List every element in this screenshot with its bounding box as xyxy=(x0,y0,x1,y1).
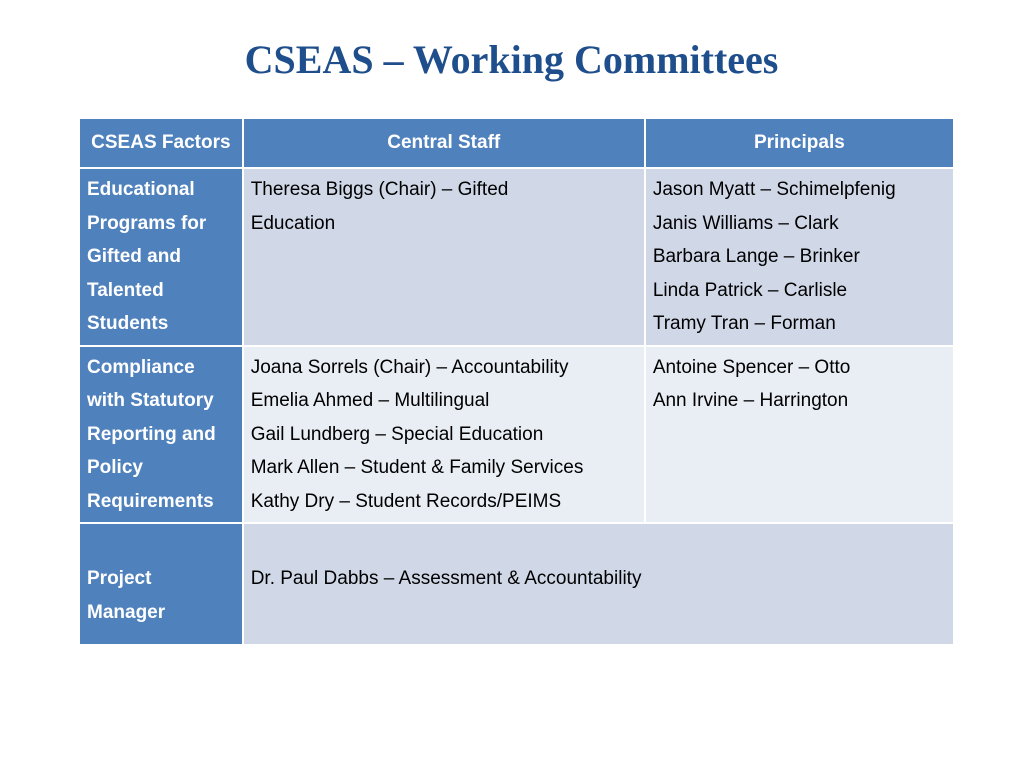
slide-title: CSEAS – Working Committees xyxy=(244,37,779,82)
staff-member: Theresa Biggs (Chair) – Gifted xyxy=(250,179,509,200)
factor-line: Educational xyxy=(87,179,195,200)
principals-cell xyxy=(645,168,954,346)
principal-entry: Jason Myatt – Schimelpfenig xyxy=(652,179,896,200)
header-cseas-factors: CSEAS Factors xyxy=(79,118,243,168)
principal-entry: Tramy Tran – Forman xyxy=(652,313,836,334)
principal-entry: Ann Irvine – Harrington xyxy=(652,390,849,411)
central-staff-cell xyxy=(243,346,645,524)
committees-table xyxy=(78,117,955,646)
factor-line: Talented xyxy=(87,279,164,301)
project-manager-name: Dr. Paul Dabbs – Assessment & Accountability xyxy=(250,568,642,589)
factor-line: Manager xyxy=(87,601,166,623)
factor-line: Gifted and xyxy=(87,246,181,267)
header-central-staff: Central Staff xyxy=(243,118,645,168)
principals-cell xyxy=(645,346,954,524)
factor-cell xyxy=(79,523,243,645)
staff-member: Gail Lundberg – Special Education xyxy=(250,423,544,445)
project-manager-cell xyxy=(243,523,954,645)
factor-line: Programs for xyxy=(87,212,207,234)
table-row xyxy=(79,168,954,346)
factor-line: Students xyxy=(87,313,169,334)
table-row xyxy=(79,523,954,645)
factor-line: Policy xyxy=(87,457,143,478)
header-principals: Principals xyxy=(645,118,954,168)
factor-line: Requirements xyxy=(87,490,214,512)
table-header-row xyxy=(79,118,954,168)
principal-entry: Barbara Lange – Brinker xyxy=(652,246,860,267)
factor-cell xyxy=(79,346,243,524)
staff-member: Emelia Ahmed – Multilingual xyxy=(250,390,490,411)
principal-entry: Antoine Spencer – Otto xyxy=(652,356,851,378)
factor-line: Project xyxy=(87,568,152,589)
factor-line: Reporting and xyxy=(87,423,216,445)
factor-cell xyxy=(79,168,243,346)
table-row xyxy=(79,346,954,524)
staff-member: Kathy Dry – Student Records/PEIMS xyxy=(250,490,562,512)
principal-entry: Janis Williams – Clark xyxy=(652,212,839,234)
principal-entry: Linda Patrick – Carlisle xyxy=(652,279,848,301)
staff-member: Mark Allen – Student & Family Services xyxy=(250,457,584,478)
factor-line: with Statutory xyxy=(87,390,214,411)
central-staff-cell xyxy=(243,168,645,346)
factor-line: Compliance xyxy=(87,356,195,378)
staff-member: Joana Sorrels (Chair) – Accountability xyxy=(250,356,569,378)
staff-member: Education xyxy=(250,212,336,234)
